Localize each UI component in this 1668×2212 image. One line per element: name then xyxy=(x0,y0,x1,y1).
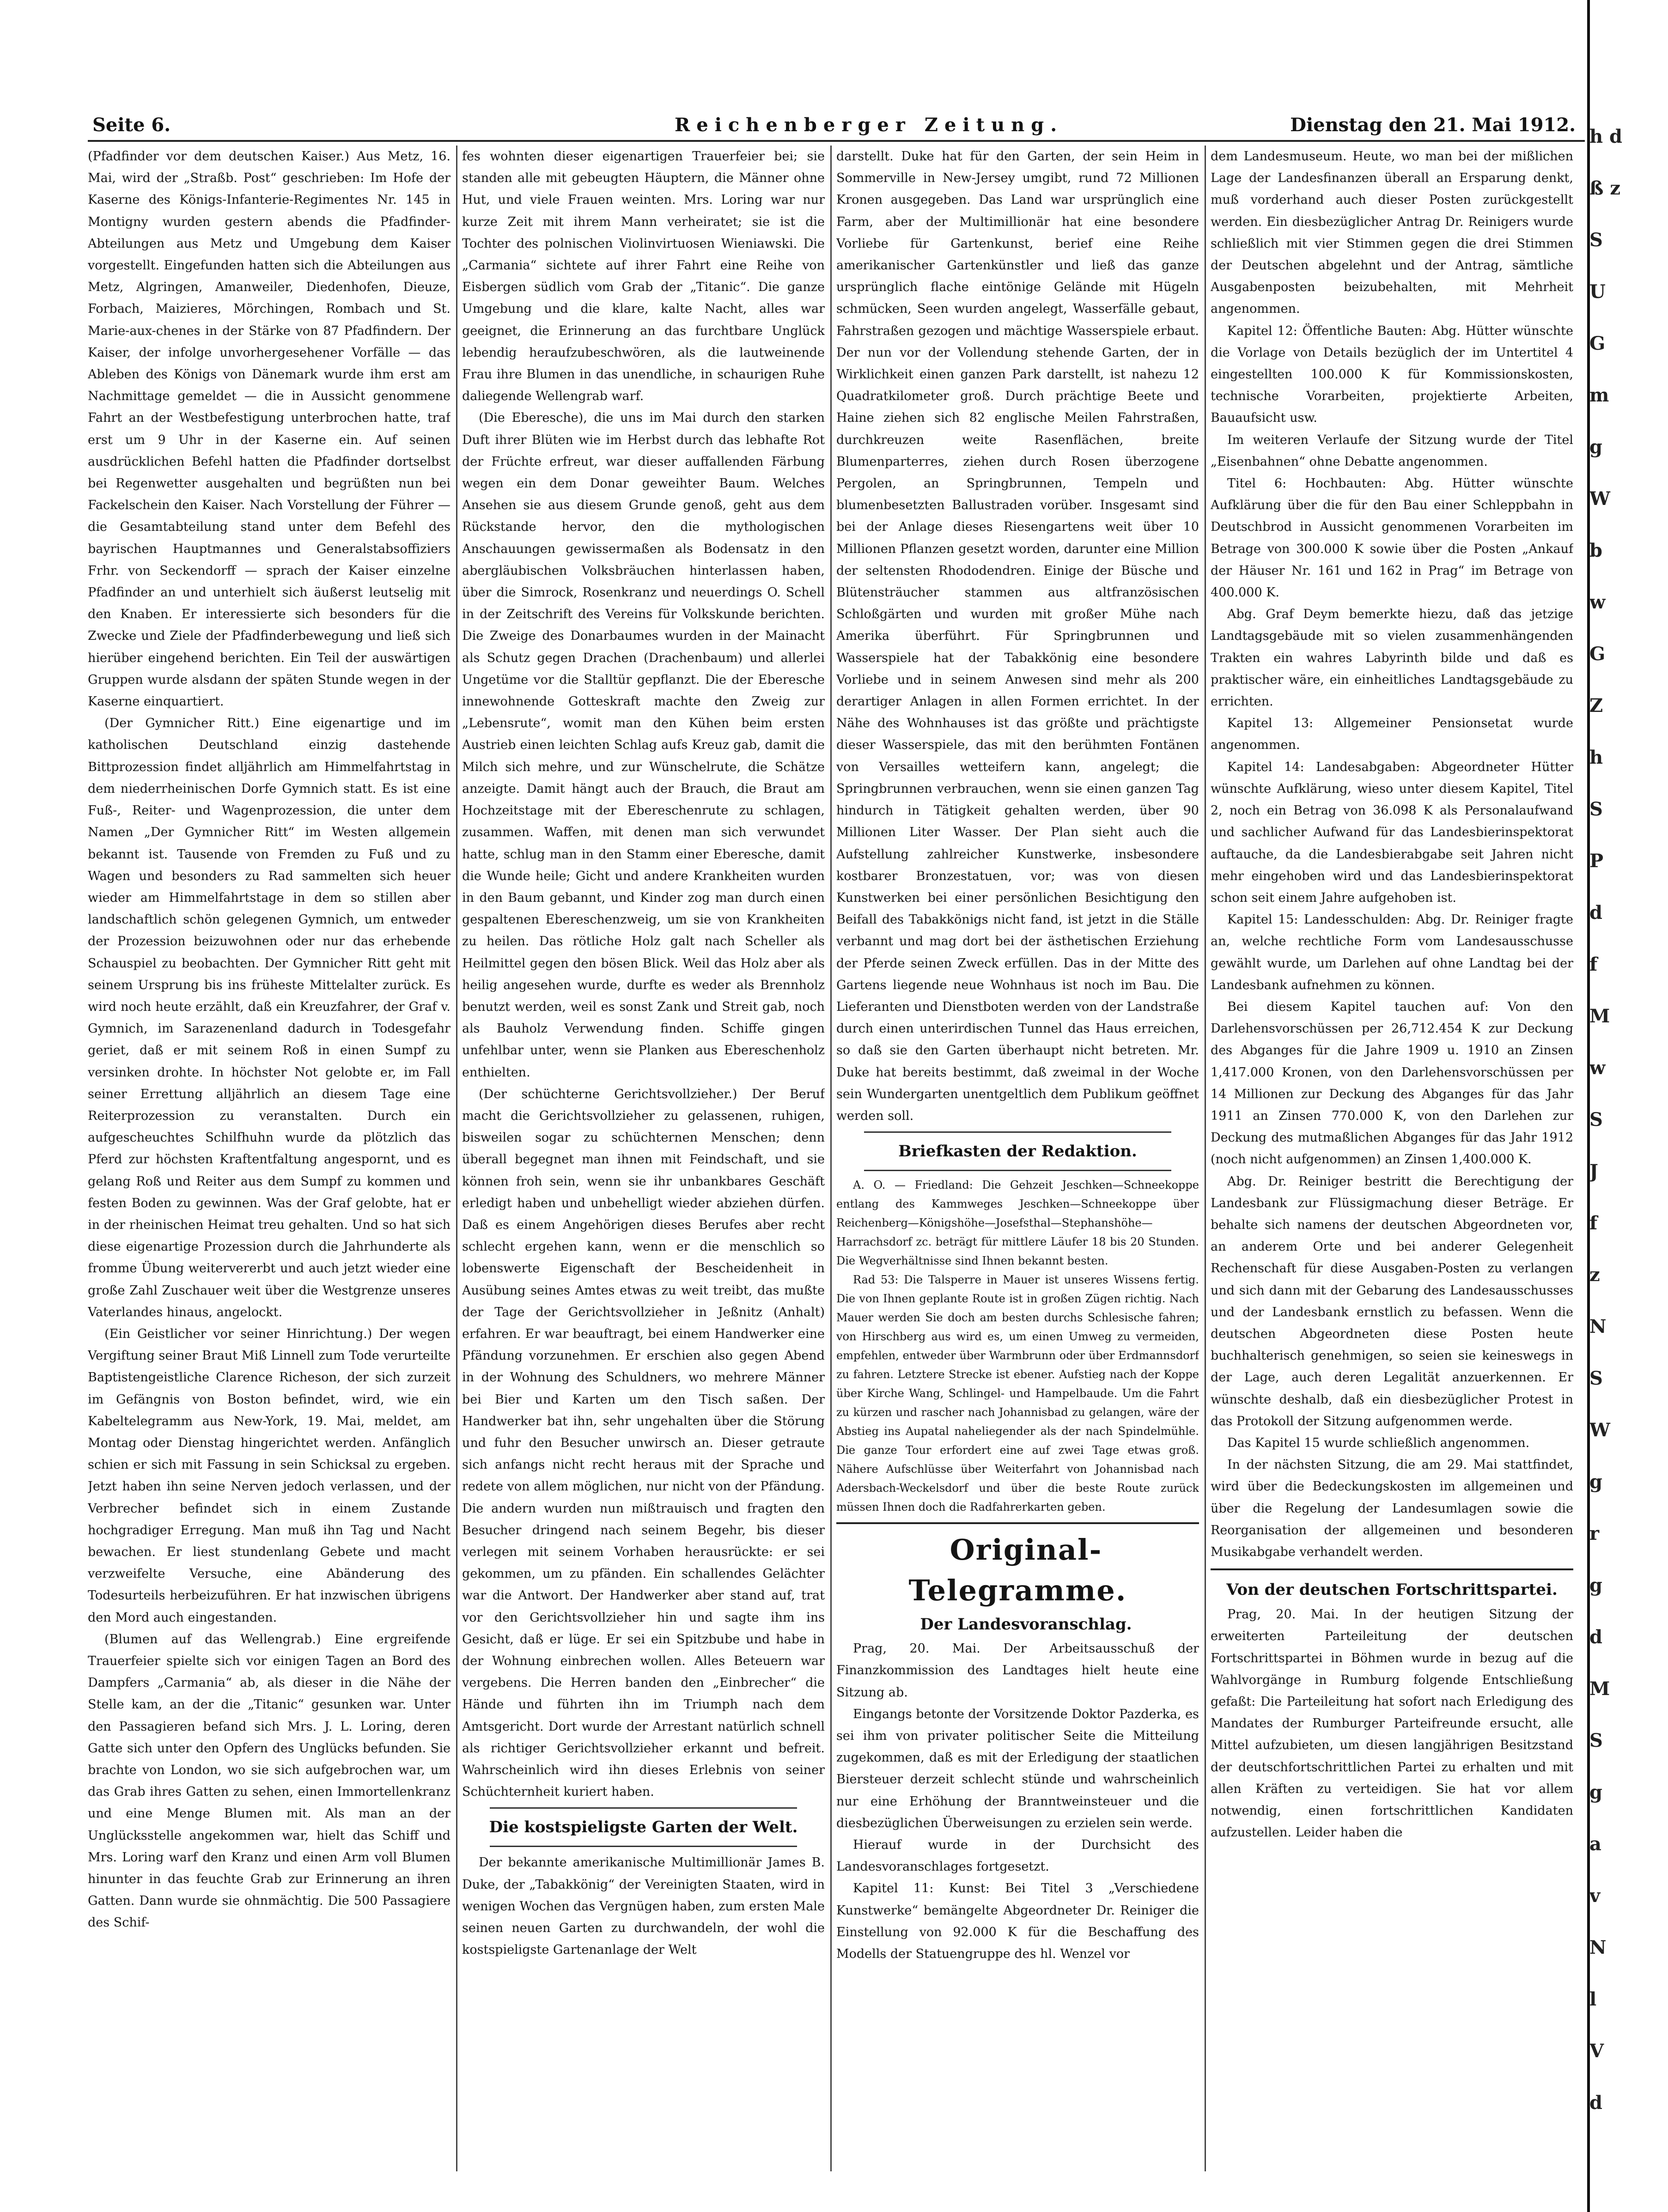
column-4 xyxy=(1211,146,1573,2171)
article-garten-cont: darstellt. Duke hat für den Garten, der sein Heim in Sommerville in New-Jersey umgibt, rund 72 Millionen Kronen ausgegeben. Das Land war ursprünglich eine Farm, aber der Multimillionär hat eine besondere Vorliebe für Gartenkunst, berief eine Reihe amerikanischer Gartenkünstler und ließ das ganze ursprünglich flache eintönige Gelände mit Hügeln schmücken, Seen wurden angelegt, Wasserfälle gebaut, Fahrstraßen gezogen und mächtige Wasserspiele erbaut. Der nun vor der Vollendung stehende Garten, der in Wirklichkeit einen ganzen Park darstellt, ist nahezu 12 Quadratkilometer groß. Durch prächtige Beete und Haine ziehen sich 82 englische Meilen Fahrstraßen, durchkreuzen weite Rasenflächen, breite Blumenparterres, ziehen durch Rosen überzogene Pergolen, an Springbrunnen, Tempeln und blumenbesetzten Ballustraden vorüber. Insgesamt sind bei der Anlage dieses Riesengartens weit über 10 Millionen Pflanzen gesetzt worden, darunter eine Million der seltensten Rhododendren. Einige der Büsche und Blütensträucher stammen aus altfranzösischen Schloßgärten und wurden mit großer Mühe nach Amerika überführt. Für Springbrunnen und Wasserspiele hat der Tabakkönig eine besondere Vorliebe und in seinem Anwesen sind mehr als 200 derartiger Anlagen in allen Formen errichtet. In der Nähe des Wohnhauses ist das größte und prächtigste dieser Wasserspiele, das mit den berühmten Fontänen von Versailles wetteifern kann, angelegt; die Springbrunnen verbrauchen, wenn sie einen ganzen Tag hindurch in Tätigkeit gehalten werden, über 90 Millionen Liter Wasser. Der Plan sieht auch die Aufstellung zahlreicher Kunstwerke, insbesondere kostbarer Bronzestatuen, vor; was von diesen Kunstwerken bei einer persönlichen Besichtigung den Beifall des Tabakkönigs nicht fand, ist jetzt in die Ställe verbannt und mag dort bei der ästhetischen Erziehung der Pferde seinen Zweck erfüllen. Das in der Mitte des Gartens liegende neue Wohnhaus ist noch im Bau. Die Lieferanten und Dienstboten werden von der Landstraße durch einen unterirdischen Tunnel das Haus erreichen, so daß sie den Garten überhaupt nicht betreten. Mr. Duke hat bereits bestimmt, daß zweimal in der Woche sein Wundergarten unentgeltlich dem Publikum geöffnet werden soll. xyxy=(836,149,1199,1123)
margin-fragment: ß z xyxy=(1589,177,1621,199)
margin-fragment: v xyxy=(1589,1885,1601,1907)
telegram-pazderka: Eingangs betonte der Vorsitzende Doktor Pazderka, es sei ihm von privater politischer Seite die Mitteilung zugekommen, daß es mit der Erledigung der staatlichen Biersteuer derzeit schlecht stünde und wahrscheinlich nur eine Erhöhung der Branntweinsteuer und die diesbezüglichen Überweisungen zu erzielen sein werde. xyxy=(836,1707,1199,1830)
margin-fragment: z xyxy=(1589,1264,1600,1286)
newspaper-page xyxy=(88,109,1585,2171)
article-eberesche: (Die Eberesche), die uns im Mai durch den starken Duft ihrer Blüten wie im Herbst durch das lebhafte Rot der Früchte erfreut, war dieser auffallenden Färbung wegen ein dem Donar geweihter Baum. Welches Ansehen sie aus diesem Grunde genoß, geht aus dem Rückstande hervor, den die mythologischen Anschauungen gewissermaßen als Bodensatz in den abergläubischen Volksbräuchen hinterlassen haben, über die Simrock, Rosenkranz und neuerdings O. Schell in der Zeitschrift des Vereins für Volkskunde berichten. Die Zweige des Donarbaumes wurden in der Mainacht als Schutz gegen Drachen (Drachenbaum) und allerlei Ungetüme vor die Stalltür gepflanzt. Die der Eberesche innewohnende Gotteskraft machte den Zweig zur „Lebensrute“, womit man den Kühen beim ersten Austrieb einen leichten Schlag aufs Kreuz gab, damit die Milch sich mehre, und zur Wünschelrute, die Schätze anzeigte. Damit hängt auch der Brauch, die Braut am Hochzeitstage mit der Ebereschenrute zu schlagen, zusammen. Waffen, mit denen man sich verwundet hatte, schlug man in den Stamm einer Eberesche, damit die Wunde heile; Gicht und andere Krankheiten wurden in den Baum gebannt, und Kinder zog man durch einen gespaltenen Ebereschenzweig, um sie von Krankheiten zu heilen. Das rötliche Holz galt nach Scheller als Heilmittel gegen den bösen Blick. Weil das Holz aber als heilig angesehen wurde, durfte es weder als Brennholz benutzt werden, weil es sonst Zank und Streit gab, noch als Bauholz Verwendung finden. Schiffe gingen unfehlbar unter, wenn sie Planken aus Ebereschenholz enthielten. xyxy=(462,411,825,1080)
telegram-cont: dem Landesmuseum. Heute, wo man bei der mißlichen Lage der Landesfinanzen überall an Ersparung denkt, muß vorderhand auch dieser Posten zurückgestellt werden. Ein diesbezüglicher Antrag Dr. Reinigers wurde schließlich mit vier Stimmen gegen die drei Stimmen der Deutschen abgelehnt und der Antrag, sämtliche Ausgabenposten beizubehalten, mit Mehrheit angenommen. xyxy=(1211,149,1573,316)
margin-fragment: M xyxy=(1589,1678,1610,1700)
telegram-kapitel-11: Kapitel 11: Kunst: Bei Titel 3 „Verschiedene Kunstwerke“ bemängelte Abgeordneter Dr. Reiniger die Einstellung von 92.000 K für die Beschaffung des Modells der Statuengruppe des hl. Wenzel vor xyxy=(836,1881,1199,1961)
telegram-durchsicht: Hierauf wurde in der Durchsicht des Landesvoranschlages fortgesetzt. xyxy=(836,1837,1199,1874)
headline-fortschrittspartei: Von der deutschen Fortschrittspartei. xyxy=(1226,1580,1558,1599)
margin-fragment: U xyxy=(1589,281,1606,303)
margin-fragment: g xyxy=(1589,1471,1602,1493)
margin-fragment: a xyxy=(1589,1833,1601,1855)
section-rule xyxy=(836,1522,1199,1524)
headline-garten: Die kostspieligste Garten der Welt. xyxy=(489,1818,798,1837)
newspaper-title: Reichenberger Zeitung. xyxy=(675,114,1064,136)
telegram-naechste-sitzung: In der nächsten Sitzung, die am 29. Mai stattfindet, wird über die Bedeckungskosten im allgemeinen und über die Regelung der Landesumlagen sowie die Reorganisation der allgemeinen und besonderen Musikabgabe verhandelt werden. xyxy=(1211,1458,1573,1559)
section-rule xyxy=(490,1846,797,1847)
margin-fragment: g xyxy=(1589,436,1602,458)
margin-fragment: S xyxy=(1589,1730,1603,1751)
letter-rad53: Rad 53: Die Talsperre in Mauer ist unseres Wissens fertig. Die von Ihnen geplante Route ist in großen Zügen richtig. Nach Mauer werden Sie doch am besten durchs Schlesische fahren; von Hirschberg aus wird es, um einen Umweg zu vermeiden, empfehlen, entweder über Warmbrunn oder über Erdmannsdorf zu fahren. Letztere Strecke ist ebener. Aufstieg nach der Koppe über Kirche Wang, Schlingel- und Hampelbaude. Um die Fahrt zu kürzen und rascher nach Johannisbad zu gelangen, wäre der Abstieg ins Aupatal naheliegender als der nach Spindelmühle. Die ganze Tour erfordert eine auf zwei Tage etwas groß. Nähere Aufschlüsse über Weiterfahrt von Johannisbad nach Adersbach-Weckelsdorf und über die beste Route zurück müssen Ihnen doch die Radfahrerkarten geben. xyxy=(836,1273,1199,1514)
margin-fragment: Z xyxy=(1589,695,1603,717)
telegram-kapitel-13: Kapitel 13: Allgemeiner Pensionsetat wurde angenommen. xyxy=(1211,716,1573,753)
column-divider xyxy=(1205,146,1206,2171)
margin-fragment: G xyxy=(1589,333,1606,354)
column-divider xyxy=(456,146,457,2171)
telegram-kapitel-12: Kapitel 12: Öffentliche Bauten: Abg. Hütter wünschte die Vorlage von Details bezüglich der im Untertitel 4 eingestellten 100.000 K für Kommissionskosten, technische Vorarbeiten, projektierte Arbeiten, Bauaufsicht usw. xyxy=(1211,323,1573,425)
margin-fragment: W xyxy=(1589,1419,1610,1441)
margin-fragment: P xyxy=(1589,850,1604,872)
article-gerichtsvollzieher: (Der schüchterne Gerichtsvollzieher.) Der Beruf macht die Gerichtsvollzieher zu gelassenen, ruhigen, bisweilen sogar zu schüchternen Menschen; denn überall begegnet man ihnen mit Feindschaft, und sie können froh sein, wenn sie ihr unbankbares Geschäft erledigt haben und unbehelligt wieder abziehen dürfen. Daß es einem Angehörigen dieses Berufes aber recht schlecht ergehen kann, wenn er die menschlich so lobenswerte Eigenschaft der Bescheidenheit in Ausübung seines Amtes etwas zu weit treibt, das mußte der Tage der Gerichtsvollzieher in Jeßnitz (Anhalt) erfahren. Er war beauftragt, bei einem Handwerker eine Pfändung vorzunehmen. Er erschien also gegen Abend in der Wohnung des Schuldners, wo mehrere Männer bei Bier und Karten um den Tisch saßen. Der Handwerker bat ihn, sehr ungehalten über die Störung und fuhr den Besucher unwirsch an. Dieser getraute sich anfangs nicht recht heraus mit der Sprache und redete von allem möglichen, nur nicht von der Pfändung. Die andern wurden nun mißtrauisch und fragten den Besucher dringend nach seinem Begehr, bis dieser verlegen mit seinem Vorhaben herausrückte: er sei gekommen, um zu pfänden. Ein schallendes Gelächter war die Antwort. Der Handwerker aber stand auf, trat vor den Gerichtsvollzieher hin und sagte ihm ins Gesicht, daß er lüge. Er sei ein Spitzbube und habe in der Wohnung einbrechen wollen. Alles Beteuern war vergebens. Die Herren banden den „Einbrecher“ die Hände und führten ihn im Triumph nach dem Amtsgericht. Dort wurde der Arrestant natürlich schnell als richtiger Gerichtsvollzieher erkannt und befreit. Wahrscheinlich wird ihn dieses Erlebnis von seiner Schüchternheit kuriert haben. xyxy=(462,1087,825,1799)
column-1 xyxy=(88,146,450,2171)
margin-fragment: f xyxy=(1589,954,1598,975)
margin-fragment: J xyxy=(1589,1161,1598,1182)
page-number: Seite 6. xyxy=(92,114,171,136)
column-divider xyxy=(830,146,832,2171)
subheadline-landesvoranschlag: Der Landesvoranschlag. xyxy=(920,1615,1132,1634)
margin-fragment: W xyxy=(1589,488,1610,510)
article-wellengrab-cont: fes wohnten dieser eigenartigen Trauerfeier bei; sie standen alle mit gebeugten Häuptern, die Männer ohne Hut, und viele Frauen weinten. Mrs. Loring war nur kurze Zeit mit ihrem Mann verheiratet; sie ist die Tochter des polnischen Violinvirtuosen Wieniawski. Die „Carmania“ sichtete auf ihrer Fahrt eine Reihe von Eisbergen südlich vom Grab der „Titanic“. Die ganze Umgebung und die klare, kalte Nacht, alles war geeignet, die Erinnerung an das furchtbare Unglück lebendig heraufzubeschwören, als die lautweinende Frau ihre Blumen in das unendliche, in schaurigen Ruhe daliegende Wellengrab warf. xyxy=(462,149,825,404)
article-geistlicher: (Ein Geistlicher vor seiner Hinrichtung.) Der wegen Vergiftung seiner Braut Miß Linnell zum Tode verurteilte Baptistengeistliche Clarence Richeson, der sich zurzeit im Gefängnis von Boston befindet, wird, wie ein Kabeltelegramm aus New-York, 19. Mai, meldet, am Montag oder Dienstag hingerichtet werden. Anfänglich schien er sich mit Fassung in sein Schicksal zu ergeben. Jetzt haben ihn seine Nerven jedoch verlassen, und der Verbrecher befindet sich in einem Zustande hochgradiger Erregung. Man muß ihn Tag und Nacht bewachen. Er liest stundenlang Gebete und macht verzweifelte Versuche, eine Abänderung des Todesurteils herbeizuführen. Er hat inzwischen übrigens den Mord auch eingestanden. xyxy=(88,1326,450,1625)
article-pfadfinder: (Pfadfinder vor dem deutschen Kaiser.) Aus Metz, 16. Mai, wird der „Straßb. Post“ geschrieben: Im Hofe der Kaserne des Königs-Infanterie-Regimentes Nr. 145 in Montigny wurden gestern abends die Pfadfinder-Abteilungen aus Metz und Umgebung dem Kaiser vorgestellt. Eingefunden hatten sich die Abteilungen aus Metz, Algringen, Amanweiler, Diedenhofen, Dieuze, Forbach, Maizieres, Mörchingen, Rombach und St. Marie-aux-chenes in der Stärke von 87 Pfadfindern. Der Kaiser, der infolge unvorhergesehener Vorfälle — das Ableben des Königs von Dänemark wurde ihm erst am Nachmittage gemeldet — die in Aussicht genommene Fahrt an der Westbefestigung unterbrochen hatte, traf erst um 9 Uhr in der Kaserne ein. Auf seinen ausdrücklichen Befehl hatten die Pfadfinder dortselbst bei Regenwetter ausgehalten und begrüßten nun bei Fackelschein den Kaiser. Nach Vorstellung der Führer — die Gesamtabteilung stand unter dem Befehl des bayrischen Hauptmannes und Generalstabsoffiziers Frhr. von Seckendorff — sprach der Kaiser einzelne Pfadfinder an und unterhielt sich äußerst leutselig mit den Knaben. Er interessierte sich besonders für die Zwecke und Ziele der Pfadfinderbewegung und ließ sich hierüber eingehend berichten. Ein Teil der auswärtigen Gruppen wurde alsdann der späten Stunde wegen in der Kaserne einquartiert. xyxy=(88,149,450,709)
margin-fragment: r xyxy=(1589,1523,1600,1544)
margin-fragment: S xyxy=(1589,1109,1603,1130)
adjacent-page-margin xyxy=(1589,111,1668,2144)
margin-fragment: w xyxy=(1589,1057,1606,1079)
column-3 xyxy=(836,146,1199,2171)
margin-fragment: S xyxy=(1589,1367,1603,1389)
telegram-kapitel-14: Kapitel 14: Landesabgaben: Abgeordneter Hütter wünschte Aufklärung, wieso unter diesem Kapitel, Titel 2, noch ein Betrag von 36.098 K als Personalaufwand und sachlicher Aufwand für das Landesbierinspektorat auftauche, da die Landesbierabgabe seit Jahren nicht mehr eingehoben wird und das Landesbierinspektorat schon seit einem Jahre aufgehoben ist. xyxy=(1211,760,1573,905)
article-gymnicher-ritt: (Der Gymnicher Ritt.) Eine eigenartige und im katholischen Deutschland einzig dastehende Bittprozession findet alljährlich am Himmelfahrtstag in dem niederrheinischen Dorfe Gymnich statt. Es ist eine Fuß-, Reiter- und Wagenprozession, die unter dem Namen „Der Gymnicher Ritt“ im Westen allgemein bekannt ist. Tausende von Fremden zu Fuß und zu Wagen und besonders zu Rad sammelten sich heuer wieder am Himmelfahrtstage in dem so stillen aber landschaftlich schön gelegenen Gymnich, um entweder der Prozession beizuwohnen oder nur das erhebende Schauspiel zu beobachten. Der Gymnicher Ritt geht mit seinem Ursprung bis ins früheste Mittelalter zurück. Es wird noch heute erzählt, daß ein Kreuzfahrer, der Graf v. Gymnich, im Sarazenenland dadurch in Todesgefahr geriet, daß er mit seinem Roß in einen Sumpf zu versinken drohte. In höchster Not gelobte er, im Fall seiner Errettung alljährlich an diesem Tage eine Reiterprozession zu veranstalten. Durch ein aufgescheuchtes Schilfhuhn wurde da plötzlich das Pferd zur höchsten Kraftentfaltung angespornt, und es gelang Roß und Reiter aus dem Sumpf zu kommen und festen Boden zu gewinnen. Was der Graf gelobte, hat er in der rheinischen Heimat treu gehalten. Und so hat sich diese eigenartige Prozession durch die Jahrhunderte als fromme Übung weitervererbt und auch jetzt wieder eine große Zahl Zuschauer weit über die Westgrenze unseres Vaterlandes hinaus, angelockt. xyxy=(88,716,450,1319)
margin-fragment: g xyxy=(1589,1574,1602,1596)
margin-fragment: g xyxy=(1589,1781,1602,1803)
margin-fragment: V xyxy=(1589,2040,1604,2062)
headline-original-telegramme: Original-Telegramme. xyxy=(908,1533,1127,1608)
headline-briefkasten: Briefkasten der Redaktion. xyxy=(898,1142,1137,1161)
margin-fragment: h xyxy=(1589,747,1603,768)
margin-fragment: l xyxy=(1589,1988,1597,2010)
margin-fragment: G xyxy=(1589,643,1606,665)
margin-fragment: d xyxy=(1589,1626,1602,1648)
margin-fragment: N xyxy=(1589,1316,1607,1337)
page-header xyxy=(88,109,1585,141)
margin-fragment: d xyxy=(1589,2092,1602,2114)
margin-fragment: f xyxy=(1589,1212,1598,1234)
margin-fragment: M xyxy=(1589,1005,1610,1027)
margin-fragment: m xyxy=(1589,384,1609,406)
header-rule xyxy=(88,140,1585,142)
issue-date: Dienstag den 21. Mai 1912. xyxy=(1290,114,1576,136)
telegram-kapitel-15: Kapitel 15: Landesschulden: Abg. Dr. Reiniger fragte an, welche rechtliche Form vom Landesausschusse gewählt wurde, um Darlehen auf ohne Landtag bei der Landesbank aufnehmen zu können. xyxy=(1211,912,1573,992)
section-rule xyxy=(1211,1568,1573,1570)
margin-fragment: h d xyxy=(1589,126,1622,147)
section-rule xyxy=(490,1807,797,1809)
article-fortschrittspartei: Prag, 20. Mai. In der heutigen Sitzung der erweiterten Parteileitung der deutschen Fortschrittspartei in Böhmen wurde in bezug auf die Wahlvorgänge in Rumburg folgende Entschließung gefaßt: Die Parteileitung hat sofort nach Erledigung des Mandates der Rumburger Parteifreunde ersucht, alle Mittel aufzubieten, um diesen langjährigen Besitzstand der deutschfortschrittlichen Partei zu erhalten und mit allen Kräften zu verteidigen. Sie hat vor allem notwendig, einen fortschrittlichen Kandidaten aufzustellen. Leider haben die xyxy=(1211,1607,1573,1840)
telegram-hochbauten: Titel 6: Hochbauten: Abg. Hütter wünschte Aufklärung über die für den Bau einer Schleppbahn in Deutschbrod in Aussicht genommenen Vorarbeiten im Betrage von 300.000 K sowie über die Posten „Ankauf der Häuser Nr. 161 und 162 in Prag“ im Betrage von 400.000 K. xyxy=(1211,476,1573,600)
margin-fragment: b xyxy=(1589,540,1602,561)
telegram-kapitel-15-angenommen: Das Kapitel 15 wurde schließlich angenommen. xyxy=(1227,1435,1530,1450)
telegram-eisenbahnen: Im weiteren Verlaufe der Sitzung wurde der Titel „Eisenbahnen“ ohne Debatte angenommen. xyxy=(1211,432,1573,469)
margin-fragment: d xyxy=(1589,902,1602,924)
article-wellengrab: (Blumen auf das Wellengrab.) Eine ergreifende Trauerfeier spielte sich vor einigen Tagen an Bord des Dampfers „Carmania“ ab, als dieser in die Nähe der Stelle kam, an der die „Titanic“ gesunken war. Unter den Passagieren befand sich Mrs. J. L. Loring, deren Gatte sich unter den Opfern des Unglücks befunden. Sie brachte von London, wo sie sich aufgebrochen war, um das Grab ihres Gatten zu sehen, einen Immortellenkranz und eine Menge Blumen mit. Als man an der Unglücksstelle angekommen war, hielt das Schiff und Mrs. Loring warf den Kranz und einen Arm voll Blumen hinunter in das feuchte Grab zur Erinnerung an ihren Gatten. Dann wurde sie ohnmächtig. Die 500 Passagiere des Schif- xyxy=(88,1632,450,1930)
margin-fragment: S xyxy=(1589,798,1603,820)
margin-fragment: w xyxy=(1589,591,1606,613)
column-2 xyxy=(462,146,825,2171)
telegram-prag: Prag, 20. Mai. Der Arbeitsausschuß der Finanzkommission des Landtages hielt heute eine Sitzung ab. xyxy=(836,1641,1199,1700)
telegram-reiniger: Abg. Dr. Reiniger bestritt die Berechtigung der Landesbank zur Flüssigmachung dieser Beträge. Er behalte sich namens der deutschen Abgeordneten vor, an anderem Orte und bei anderer Gelegenheit Rechenschaft für diese Ausgaben-Posten zu verlangen und sich dann mit der Gebarung des Landesausschusses und der Landesbank ernstlich zu befassen. Wenn die deutschen Abgeordneten diese Posten heute buchhalterisch genehmigen, so seien sie keineswegs in der Lage, auch deren Legalität anzuerkennen. Er wünschte deshalb, daß ein diesbezüglicher Protest in das Protokoll der Sitzung aufgenommen werde. xyxy=(1211,1174,1573,1428)
telegram-deym: Abg. Graf Deym bemerkte hiezu, daß das jetzige Landtagsgebäude mit so vielen zusammenhängenden Trakten ein wahres Labyrinth bilde und daß es praktischer wäre, ein einheitliches Landtagsgebäude zu errichten. xyxy=(1211,607,1573,709)
margin-fragment: N xyxy=(1589,1937,1607,1958)
section-rule xyxy=(864,1170,1171,1171)
section-rule xyxy=(864,1131,1171,1133)
telegram-darlehen: Bei diesem Kapitel tauchen auf: Von den Darlehensvorschüssen per 26,712.454 K zur Deckung des Abganges für die Jahre 1909 u. 1910 an Zinsen 1,417.000 Kronen, von den Darlehensvorschüssen per 14 Millionen zur Deckung des Abganges für das Jahr 1911 an Zinsen 770.000 K, von den Darlehen zur Deckung des mutmaßlichen Abganges für das Jahr 1912 (noch nicht aufgenommen) an Zinsen 1,400.000 K. xyxy=(1211,999,1573,1167)
letter-friedland: A. O. — Friedland: Die Gehzeit Jeschken—Schneekoppe entlang des Kammweges Jeschken—Schneekoppe über Reichenberg—Königshöhe—Josefsthal—Stephanshöhe—Harrachsdorf zc. beträgt für mittlere Läufer 18 bis 20 Stunden. Die Wegverhältnisse sind Ihnen bekannt besten. xyxy=(836,1179,1199,1268)
article-garten: Der bekannte amerikanische Multimillionär James B. Duke, der „Tabakkönig“ der Vereinigten Staaten, wird in wenigen Wochen das Vergnügen haben, zum ersten Male seinen neuen Garten zu durchwandeln, der wohl die kostspieligste Gartenanlage der Welt xyxy=(462,1855,825,1957)
margin-fragment: S xyxy=(1589,229,1603,251)
